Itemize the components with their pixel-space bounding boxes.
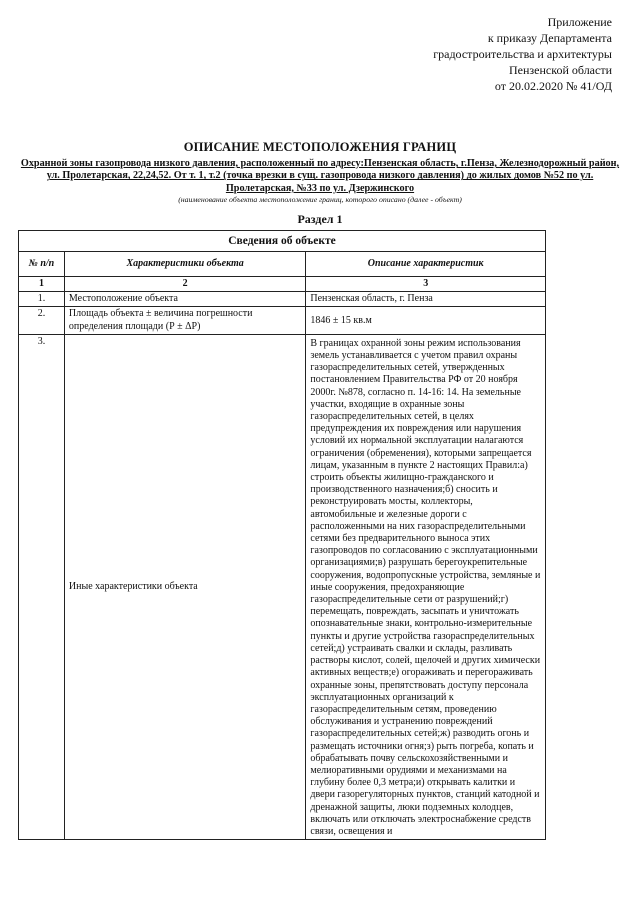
table-title: Сведения об объекте xyxy=(19,231,546,252)
row-description: 1846 ± 15 кв.м xyxy=(306,307,546,334)
approval-block xyxy=(433,14,612,94)
column-index-row xyxy=(19,277,546,292)
document-title: ОПИСАНИЕ МЕСТОПОЛОЖЕНИЯ ГРАНИЦ xyxy=(183,140,457,154)
row-description: Пензенская область, г. Пенза xyxy=(306,292,546,307)
section-title: Раздел 1 xyxy=(297,212,343,226)
header-num: № п/п xyxy=(19,252,65,277)
row-characteristic: Иные характеристики объекта xyxy=(64,334,305,839)
approval-date: от 20.02.2020 № 41/ОД xyxy=(494,79,612,93)
object-subject xyxy=(18,158,622,205)
column-index: 2 xyxy=(64,277,305,292)
row-num: 2. xyxy=(19,307,65,334)
column-index: 3 xyxy=(306,277,546,292)
object-name: Охранной зоны газопровода низкого давления, расположенный по адресу:Пензенская область, г.Пенза, Железнодорожный район, ул. Пролетарская, 22,24,52. От т. 1, т.2 (точка врезки в сущ. газопровода низкого давления) до жилых домов №52 по ул. Пролетарская, №33 по ул. Дзержинского xyxy=(20,158,620,194)
column-index: 1 xyxy=(19,277,65,292)
table-row xyxy=(19,292,546,307)
header-description: Описание характеристик xyxy=(306,252,546,277)
approval-line: к приказу Департамента xyxy=(487,31,612,45)
row-num: 3. xyxy=(19,334,65,839)
approval-line: градостроительства и архитектуры xyxy=(433,47,612,61)
approval-line: Приложение xyxy=(547,15,612,29)
approval-line: Пензенской области xyxy=(509,63,612,77)
object-info-table xyxy=(18,230,546,840)
row-num: 1. xyxy=(19,292,65,307)
row-characteristic: Местоположение объекта xyxy=(64,292,305,307)
table-row xyxy=(19,334,546,839)
row-description: В границах охранной зоны режим использования земель устанавливается с учетом правил охраны газораспределительных сетей, утвержденных постановлением Правительства РФ от 20 ноября 2000г. №878, согласно п. 14-16: 14. На земельные участки, входящие в охранные зоны газораспределительных сетей, в целях предупреждения их повреждения или нарушения условий их нормальной эксплуатации налагаются ограничения (обременения), которыми запрещается лицам, указанным в пункте 2 настоящих Правил:а) строить объекты жилищно-гражданского и производственного назначения;б) сносить и реконструировать мосты, коллекторы, автомобильные и железные дороги с расположенными на них газораспределительными сетями без предварительного выноса этих газопроводов по согласованию с эксплуатационными организациями;в) разрушать берегоукрепительные сооружения, водопропускные устройства, земляные и иные сооружения, предохраняющие газораспределительные сети от разрушений;г) перемещать, повреждать, засыпать и уничтожать опознавательные знаки, контрольно-измерительные пункты и другие устройства газораспределительных сетей;д) устраивать свалки и склады, разливать растворы кислот, солей, щелочей и других химически активных веществ;е) огораживать и перегораживать охранные зоны, препятствовать доступу персонала эксплуатационных организаций к газораспределительным сетям, проведению обслуживания и устранению повреждений газораспределительных сетей;ж) разводить огонь и размещать источники огня;з) рыть погреба, копать и обрабатывать почву сельскохозяйственными и мелиоративными орудиями и механизмами на глубину более 0,3 метра;и) открывать калитки и двери газорегуляторных пунктов, станций катодной и дренажной защиты, люки подземных колодцев, включать или отключать электроснабжение средств связи, освещения и xyxy=(306,334,546,839)
object-name-note: (наименование объекта местоположение границ, которого описано (далее - объект) xyxy=(178,195,462,205)
row-characteristic: Площадь объекта ± величина погрешности определения площади (Р ± ΔР) xyxy=(64,307,305,334)
table-row xyxy=(19,307,546,334)
header-characteristic: Характеристики объекта xyxy=(64,252,305,277)
